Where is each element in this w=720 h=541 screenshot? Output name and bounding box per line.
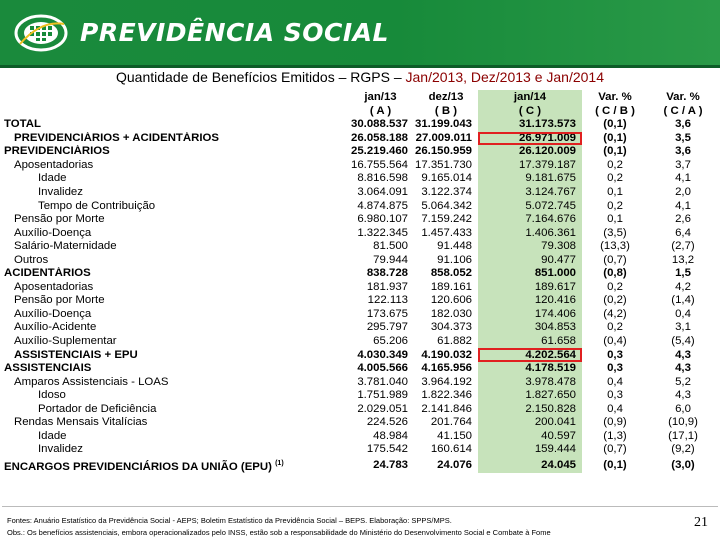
title-highlight: Jan/2013, Dez/2013 e Jan/2014	[405, 69, 604, 85]
cell-var-ca: 6,0	[675, 402, 691, 415]
cell-var-cb: (0,9)	[603, 416, 627, 429]
cell-jan14: 24.045	[478, 457, 582, 474]
table-row	[2, 430, 718, 444]
cell-dez13: 17.351.730	[414, 158, 472, 171]
row-label	[2, 362, 347, 376]
cell-dez13: 91.448	[437, 240, 472, 253]
row-label-text: Auxílio-Acidente	[14, 321, 97, 334]
cell-dez13: 3.964.192	[421, 375, 472, 388]
cell-dez13: 7.159.242	[421, 213, 472, 226]
row-label-text: ASSISTENCIAIS	[4, 362, 92, 375]
header-b-bottom: ( B )	[434, 104, 458, 117]
cell-jan14: 2.150.828	[478, 402, 582, 416]
cell-dez13: 26.150.959	[414, 145, 472, 158]
cell-var-ca: (1,4)	[671, 294, 695, 307]
row-label-text: Auxílio-Doença	[14, 307, 92, 320]
cell-jan13: 181.937	[366, 280, 408, 293]
cell-var-ca: 13,2	[671, 253, 695, 266]
row-label	[2, 457, 347, 474]
cell-dez13: 31.199.043	[414, 118, 472, 131]
row-label-text: PREVIDENCIÁRIOS	[4, 145, 110, 158]
header-c-bottom: ( C )	[478, 104, 582, 118]
cell-var-cb: 0,2	[607, 199, 623, 212]
cell-jan13: 48.984	[373, 429, 408, 442]
cell-jan14: 3.978.478	[478, 375, 582, 389]
cell-var-ca: 3,6	[675, 118, 691, 131]
row-label-text: Auxílio-Suplementar	[14, 335, 117, 348]
cell-jan14: 1.406.361	[478, 226, 582, 240]
cell-var-cb: 0,2	[607, 172, 623, 185]
cell-jan13: 173.675	[366, 307, 408, 320]
cell-var-ca: (10,9)	[668, 416, 698, 429]
table-row	[2, 186, 718, 200]
row-label	[2, 375, 347, 389]
cell-jan13: 2.029.051	[357, 402, 408, 415]
cell-jan13: 81.500	[373, 240, 408, 253]
cell-dez13: 61.882	[437, 335, 472, 348]
table-row	[2, 294, 718, 308]
cell-jan14: 304.853	[478, 321, 582, 335]
row-label-text: Portador de Deficiência	[38, 402, 157, 415]
row-label-text: Idoso	[38, 389, 66, 402]
cell-jan13: 175.542	[366, 443, 408, 456]
cell-var-ca: 4,1	[675, 199, 691, 212]
table-row	[2, 145, 718, 159]
table-row	[2, 172, 718, 186]
cell-var-ca: 2,0	[675, 186, 691, 198]
row-label-text: Rendas Mensais Vitalícias	[14, 416, 148, 429]
cell-dez13: 201.764	[430, 416, 472, 429]
cell-jan13: 25.219.460	[350, 145, 408, 158]
cell-dez13: 1.822.346	[421, 389, 472, 402]
cell-var-cb: 0,1	[607, 213, 623, 226]
row-label-text: Pensão por Morte	[14, 294, 105, 307]
cell-var-ca: 4,1	[675, 172, 691, 185]
cell-var-ca: (5,4)	[671, 335, 695, 348]
page-title	[0, 69, 720, 85]
table-row	[2, 159, 718, 173]
cell-jan13: 295.797	[366, 321, 408, 334]
cell-jan14: 26.120.009	[478, 145, 582, 159]
table-row	[2, 375, 718, 389]
cell-var-ca: 4,3	[675, 348, 691, 361]
cell-var-ca: 3,1	[675, 321, 691, 334]
cell-jan13: 6.980.107	[357, 213, 408, 226]
table-row	[2, 416, 718, 430]
cell-dez13: 189.161	[430, 280, 472, 293]
cell-var-cb: 0,2	[607, 280, 623, 293]
cell-var-ca: (2,7)	[671, 240, 695, 253]
cell-var-cb: (0,1)	[603, 458, 627, 471]
cell-jan13: 1.322.345	[357, 226, 408, 239]
table-row	[2, 267, 718, 281]
cell-dez13: 9.165.014	[421, 172, 472, 185]
row-label-text: Auxílio-Doença	[14, 226, 92, 239]
row-label-text: Aposentadorias	[14, 280, 94, 293]
cell-dez13: 160.614	[430, 443, 472, 456]
cell-var-ca: 4,3	[675, 362, 691, 375]
cell-jan14: 31.173.573	[478, 118, 582, 132]
row-label	[2, 199, 347, 213]
row-label	[2, 281, 347, 295]
cell-jan14: 1.827.650	[478, 389, 582, 403]
cell-var-cb: (0,1)	[603, 131, 627, 144]
cell-jan14: 7.164.676	[478, 213, 582, 227]
row-label-text: TOTAL	[4, 118, 41, 131]
header-c-top: jan/14	[478, 90, 582, 104]
row-label-text: Idade	[38, 429, 67, 442]
row-label	[2, 132, 347, 146]
row-label-text: Salário-Maternidade	[14, 240, 117, 253]
row-label	[2, 348, 347, 362]
cell-jan14: 79.308	[478, 240, 582, 254]
table-row	[2, 213, 718, 227]
table-row	[2, 335, 718, 349]
header-v2-bottom: ( C / A )	[663, 104, 703, 117]
cell-var-cb: (0,8)	[603, 267, 627, 280]
cell-var-cb: (13,3)	[600, 240, 630, 253]
cell-jan14: 120.416	[478, 294, 582, 308]
row-label	[2, 402, 347, 416]
cell-dez13: 41.150	[437, 429, 472, 442]
brand-title: PREVIDÊNCIA SOCIAL	[80, 18, 389, 47]
cell-jan14: 5.072.745	[478, 199, 582, 213]
footnote-marker: (1)	[275, 459, 284, 467]
cell-var-cb: (0,2)	[603, 294, 627, 307]
benefits-table	[2, 90, 718, 473]
banner-bottom-bar	[0, 65, 720, 68]
cell-jan13: 3.064.091	[357, 186, 408, 198]
cell-var-ca: 6,4	[675, 226, 691, 239]
header-b-top: dez/13	[428, 90, 464, 103]
cell-jan14: 3.124.767	[478, 186, 582, 200]
cell-dez13: 24.076	[437, 458, 472, 471]
cell-jan14: 4.202.564	[478, 348, 582, 362]
title-prefix: Quantidade de Benefícios Emitidos – RGPS –	[116, 69, 406, 85]
cell-var-ca: 1,5	[675, 267, 691, 280]
cell-jan14: 90.477	[478, 253, 582, 267]
cell-dez13: 27.009.011	[415, 131, 472, 144]
table-row	[2, 321, 718, 335]
cell-var-ca: (17,1)	[668, 429, 698, 442]
cell-var-cb: 0,2	[607, 321, 623, 334]
cell-jan14: 159.444	[478, 443, 582, 457]
cell-var-cb: (0,4)	[603, 335, 627, 348]
cell-var-cb: 0,1	[607, 186, 623, 198]
cell-jan14: 189.617	[478, 281, 582, 295]
cell-jan14: 174.406	[478, 308, 582, 322]
row-label	[2, 186, 347, 200]
cell-dez13: 91.106	[437, 253, 472, 266]
table-header-row-2	[2, 104, 718, 118]
cell-jan13: 30.088.537	[350, 118, 408, 131]
row-label	[2, 267, 347, 281]
cell-var-ca: 4,3	[675, 389, 691, 402]
page-number: 21	[694, 515, 708, 530]
footer-source: Fontes: Anuário Estatístico da Previdência Social - AEPS; Boletim Estatístico da Previdência Social – BEPS. Elaboração: SPPS/MPS.	[7, 516, 452, 525]
cell-jan14: 9.181.675	[478, 172, 582, 186]
cell-dez13: 304.373	[430, 321, 472, 334]
cell-dez13: 4.165.956	[421, 362, 472, 375]
row-label-text: Pensão por Morte	[14, 213, 105, 226]
header-a-bottom: ( A )	[369, 104, 392, 117]
cell-var-cb: 0,3	[607, 362, 623, 375]
cell-var-ca: 5,2	[675, 375, 691, 388]
cell-var-cb: 0,3	[607, 348, 623, 361]
cell-dez13: 2.141.846	[421, 402, 472, 415]
cell-var-cb: (1,3)	[603, 429, 627, 442]
cell-jan13: 8.816.598	[357, 172, 408, 185]
cell-var-ca: 4,2	[675, 280, 691, 293]
row-label-text: ACIDENTÁRIOS	[4, 267, 91, 280]
table-row	[2, 308, 718, 322]
cell-jan13: 4.005.566	[357, 362, 408, 375]
row-label-text: Invalidez	[38, 186, 83, 198]
cell-var-ca: 3,6	[675, 145, 691, 158]
table-header-row-1	[2, 90, 718, 104]
cell-dez13: 5.064.342	[421, 199, 472, 212]
cell-jan13: 838.728	[366, 267, 408, 280]
header-v1-bottom: ( C / B )	[595, 104, 635, 117]
header-a-top: jan/13	[364, 90, 397, 103]
row-label	[2, 430, 347, 444]
table-row	[2, 457, 718, 474]
cell-jan14: 851.000	[478, 267, 582, 281]
cell-jan14: 61.658	[478, 335, 582, 349]
header-banner	[0, 0, 720, 68]
row-label-text: Aposentadorias	[14, 158, 94, 171]
row-label	[2, 145, 347, 159]
cell-var-cb: (0,1)	[603, 118, 627, 131]
cell-jan14: 17.379.187	[478, 159, 582, 173]
cell-jan14: 40.597	[478, 430, 582, 444]
row-label-text: Idade	[38, 172, 67, 185]
cell-jan13: 4.874.875	[357, 199, 408, 212]
cell-var-cb: (0,1)	[603, 145, 627, 158]
table-row	[2, 402, 718, 416]
header-blank	[2, 90, 347, 104]
cell-var-ca: 2,6	[675, 213, 691, 226]
cell-jan13: 3.781.040	[357, 375, 408, 388]
cell-var-cb: 0,4	[607, 375, 623, 388]
row-label	[2, 253, 347, 267]
row-label	[2, 335, 347, 349]
table-row	[2, 118, 718, 132]
cell-dez13: 4.190.032	[421, 348, 472, 361]
cell-var-cb: (3,5)	[603, 226, 627, 239]
benefits-table-area	[2, 90, 720, 473]
cell-dez13: 3.122.374	[421, 186, 472, 198]
table-row	[2, 389, 718, 403]
cell-var-cb: 0,2	[607, 158, 623, 171]
cell-jan13: 1.751.989	[357, 389, 408, 402]
table-row	[2, 281, 718, 295]
table-row	[2, 362, 718, 376]
row-label	[2, 294, 347, 308]
row-label	[2, 172, 347, 186]
previdencia-logo-icon	[14, 14, 68, 52]
cell-jan14: 26.971.009	[478, 132, 582, 146]
table-row	[2, 253, 718, 267]
row-label-text: ASSISTENCIAIS + EPU	[14, 348, 138, 361]
row-label-text: Outros	[14, 253, 49, 266]
table-row	[2, 240, 718, 254]
row-label	[2, 416, 347, 430]
row-label	[2, 308, 347, 322]
row-label	[2, 118, 347, 132]
header-v2-top: Var. %	[666, 90, 700, 103]
footer	[2, 506, 718, 541]
cell-var-cb: 0,3	[607, 389, 623, 402]
cell-var-cb: (0,7)	[603, 443, 627, 456]
cell-jan14: 200.041	[478, 416, 582, 430]
row-label	[2, 443, 347, 457]
row-label-text: Invalidez	[38, 443, 83, 456]
cell-jan13: 26.058.188	[350, 131, 408, 144]
cell-jan13: 79.944	[373, 253, 408, 266]
cell-var-ca: 3,5	[675, 131, 691, 144]
cell-jan13: 224.526	[366, 416, 408, 429]
cell-var-ca: (3,0)	[671, 458, 695, 471]
row-label	[2, 389, 347, 403]
cell-var-cb: (0,7)	[603, 253, 627, 266]
header-v1-top: Var. %	[598, 90, 632, 103]
table-row	[2, 132, 718, 146]
cell-dez13: 858.052	[430, 267, 472, 280]
cell-var-ca: (9,2)	[671, 443, 695, 456]
table-row	[2, 226, 718, 240]
row-label	[2, 226, 347, 240]
row-label-text: PREVIDENCIÁRIOS + ACIDENTÁRIOS	[14, 131, 219, 144]
cell-jan13: 24.783	[373, 458, 408, 471]
footer-obs: Obs.: Os benefícios assistenciais, embora operacionalizados pelo INSS, estão sob a responsabilidade do Ministério do Desenvolvimento Social e Combate à Fome	[7, 528, 551, 537]
row-label-text: Tempo de Contribuição	[38, 199, 156, 212]
cell-dez13: 182.030	[430, 307, 472, 320]
cell-var-cb: (4,2)	[603, 307, 627, 320]
table-row	[2, 443, 718, 457]
row-label	[2, 240, 347, 254]
table-row	[2, 199, 718, 213]
row-label	[2, 321, 347, 335]
row-label-text: ENCARGOS PREVIDENCIÁRIOS DA UNIÃO (EPU)	[4, 460, 272, 473]
cell-jan13: 122.113	[367, 294, 408, 307]
row-label	[2, 159, 347, 173]
row-label-text: Amparos Assistenciais - LOAS	[14, 375, 169, 388]
header-blank	[2, 104, 347, 118]
cell-dez13: 1.457.433	[421, 226, 472, 239]
cell-jan13: 4.030.349	[357, 348, 408, 361]
row-label	[2, 213, 347, 227]
cell-jan14: 4.178.519	[478, 362, 582, 376]
cell-var-cb: 0,4	[607, 402, 623, 415]
cell-jan13: 16.755.564	[350, 158, 408, 171]
cell-dez13: 120.606	[430, 294, 472, 307]
cell-var-ca: 3,7	[675, 158, 691, 171]
cell-var-ca: 0,4	[675, 307, 691, 320]
cell-jan13: 65.206	[373, 335, 408, 348]
table-row	[2, 348, 718, 362]
